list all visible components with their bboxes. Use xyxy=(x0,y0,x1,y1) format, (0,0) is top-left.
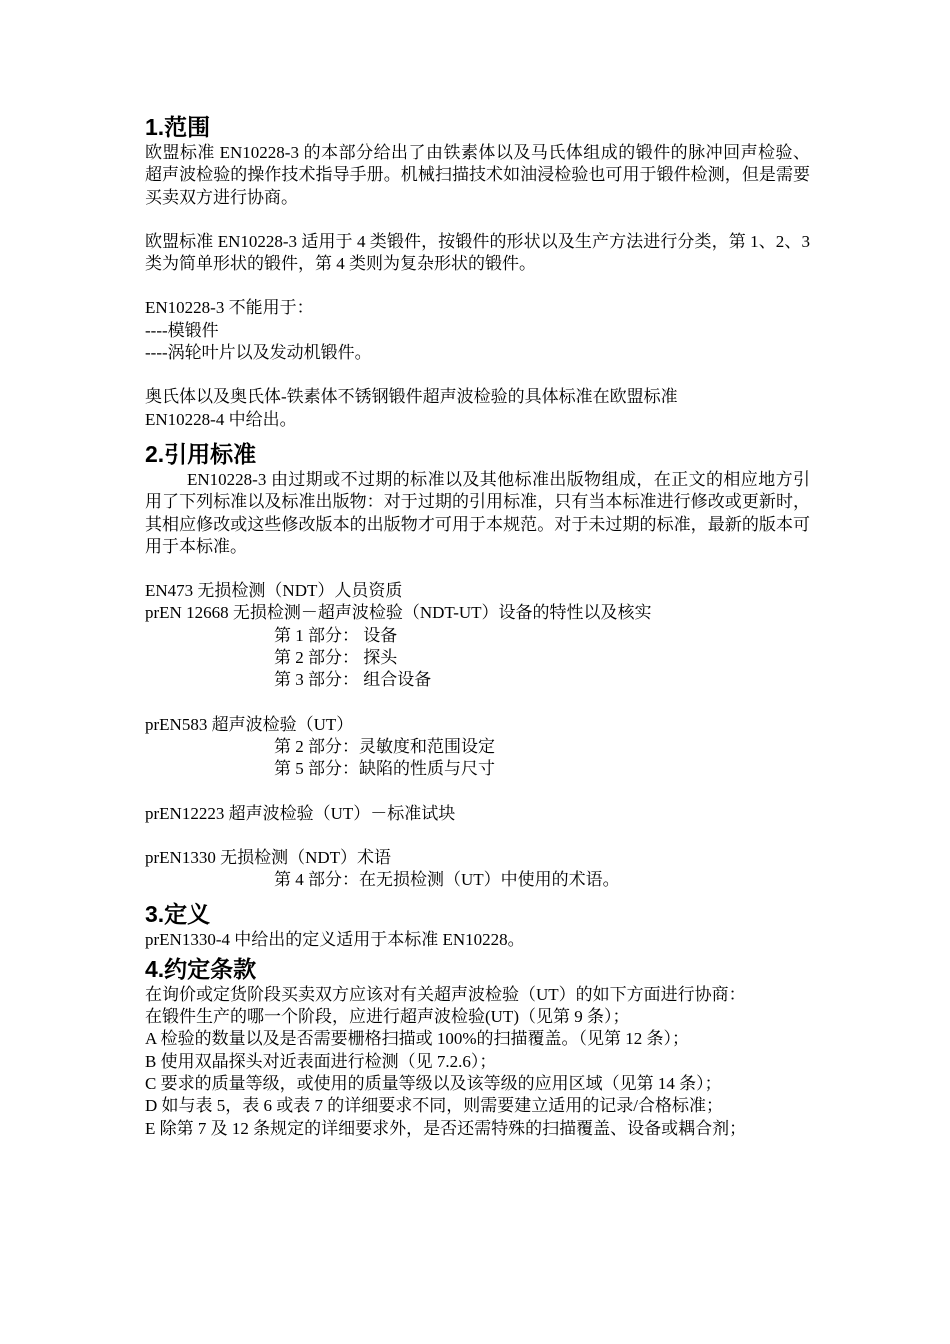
reference-subpart: 第 3 部分： 组合设备 xyxy=(274,670,432,690)
reference-item: prEN 12668 无损检测－超声波检验（NDT-UT）设备的特性以及核实 xyxy=(145,603,652,623)
agreement-item-c: C 要求的质量等级，或使用的质量等级以及该等级的应用区域（见第 14 条）； xyxy=(145,1073,722,1093)
reference-subpart: 第 2 部分：灵敏度和范围设定 xyxy=(274,736,495,756)
agreement-item-e: E 除第 7 及 12 条规定的详细要求外，是否还需特殊的扫描覆盖、设备或耦合剂； xyxy=(145,1118,747,1138)
reference-subpart: 第 4 部分：在无损检测（UT）中使用的术语。 xyxy=(274,870,620,890)
section-heading-scope: 1.范围 xyxy=(145,114,211,140)
agreement-item: 在锻件生产的哪一个阶段，应进行超声波检验(UT)（见第 9 条）； xyxy=(145,1007,630,1027)
agreement-item-d: D 如与表 5，表 6 或表 7 的详细要求不同，则需要建立适用的记录/合格标准； xyxy=(145,1096,723,1116)
scope-paragraph-2: 欧盟标准 EN10228-3 适用于 4 类锻件，按锻件的形状以及生产方法进行分类，第 1、2、3 类为简单形状的锻件，第 4 类则为复杂形状的锻件。 xyxy=(145,231,810,274)
agreements-intro: 在询价或定货阶段买卖双方应该对有关超声波检验（UT）的如下方面进行协商： xyxy=(145,984,746,1004)
scope-paragraph-1: 欧盟标准 EN10228-3 的本部分给出了由铁素体以及马氏体组成的锻件的脉冲回声检验、超声波检验的操作技术指导手册。机械扫描技术如油浸检验也可用于锻件检测，但是需要买卖双方进行协商。 xyxy=(145,143,810,207)
reference-subpart: 第 5 部分：缺陷的性质与尺寸 xyxy=(274,759,495,779)
scope-exclusion-item: ----模锻件 xyxy=(145,320,219,340)
definitions-paragraph: prEN1330-4 中给出的定义适用于本标准 EN10228。 xyxy=(145,930,525,950)
scope-paragraph-4-line: EN10228-4 中给出。 xyxy=(145,409,297,429)
document-page xyxy=(145,112,810,1140)
references-intro: EN10228-3 由过期或不过期的标准以及其他标准出版物组成，在正文的相应地方引用了下列标准以及标准出版物：对于过期的引用标准，只有当本标准进行修改或更新时，其相应修改或这些修改版本的出版物才可用于本规范。对于未过期的标准，最新的版本可用于本标准。 xyxy=(145,469,810,556)
scope-paragraph-4-line: 奥氏体以及奥氏体-铁素体不锈钢锻件超声波检验的具体标准在欧盟标准 xyxy=(145,387,678,407)
scope-exclusion-title: EN10228-3 不能用于： xyxy=(145,298,314,318)
reference-item: prEN583 超声波检验（UT） xyxy=(145,714,354,734)
section-heading-references: 2.引用标准 xyxy=(145,440,257,467)
reference-subpart: 第 1 部分： 设备 xyxy=(274,625,398,645)
agreement-item-b: B 使用双晶探头对近表面进行检测（见 7.2.6）； xyxy=(145,1051,497,1071)
reference-item: prEN1330 无损检测（NDT）术语 xyxy=(145,847,392,867)
reference-item: prEN12223 超声波检验（UT）－标准试块 xyxy=(145,803,456,823)
section-heading-agreements: 4.约定条款 xyxy=(145,955,257,982)
reference-subpart: 第 2 部分： 探头 xyxy=(274,648,398,668)
reference-item: EN473 无损检测（NDT）人员资质 xyxy=(145,581,403,601)
agreement-item-a: A 检验的数量以及是否需要栅格扫描或 100%的扫描覆盖。（见第 12 条）； xyxy=(145,1029,689,1049)
section-heading-definitions: 3.定义 xyxy=(145,901,211,928)
scope-exclusion-item: ----涡轮叶片以及发动机锻件。 xyxy=(145,343,372,363)
